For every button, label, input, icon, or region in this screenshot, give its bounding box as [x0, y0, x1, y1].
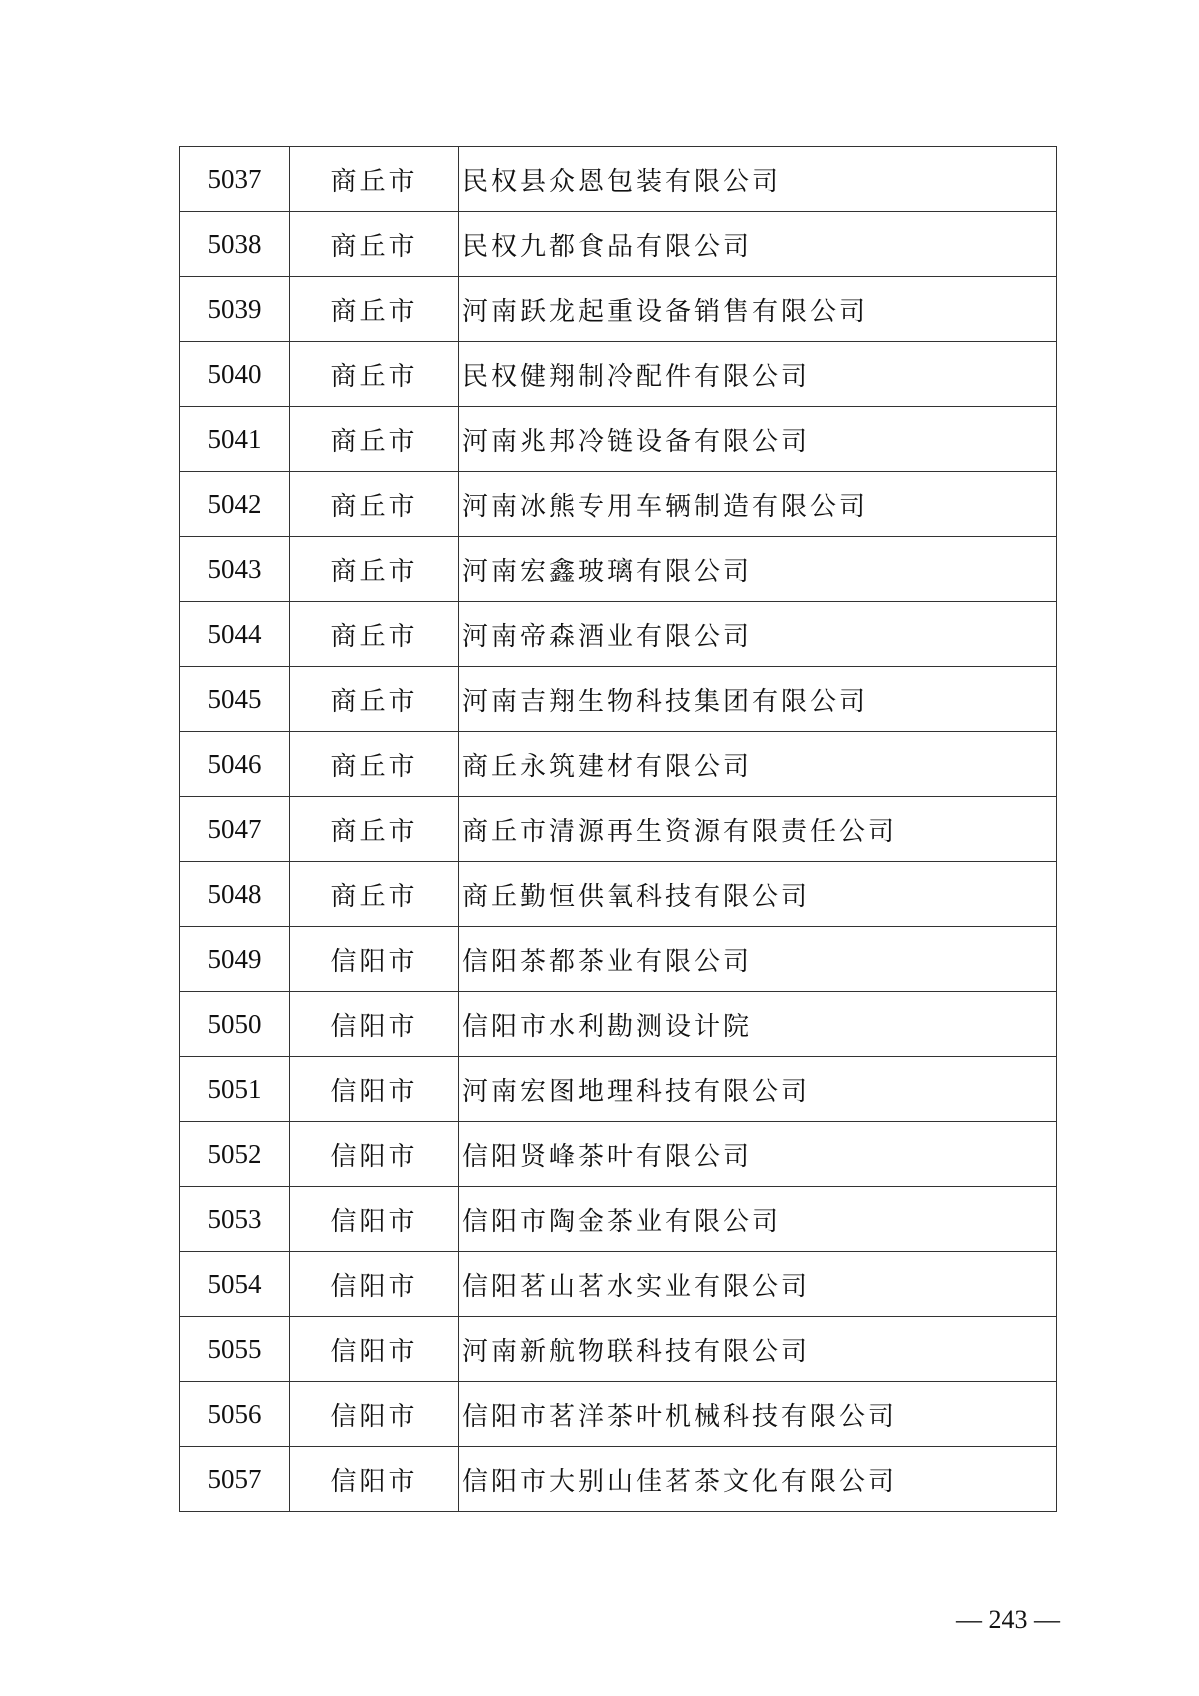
- company-name-cell: 商丘永筑建材有限公司: [459, 732, 1057, 797]
- company-name-cell: 民权健翔制冷配件有限公司: [459, 342, 1057, 407]
- row-number-cell: 5051: [180, 1057, 290, 1122]
- company-name-cell: 河南冰熊专用车辆制造有限公司: [459, 472, 1057, 537]
- city-cell: 信阳市: [290, 1187, 459, 1252]
- table-row: [180, 472, 1057, 537]
- company-name-cell: 信阳市大别山佳茗茶文化有限公司: [459, 1447, 1057, 1512]
- row-number-cell: 5055: [180, 1317, 290, 1382]
- table-row: [180, 992, 1057, 1057]
- city-cell: 信阳市: [290, 1317, 459, 1382]
- row-number-cell: 5046: [180, 732, 290, 797]
- company-list-table: [179, 146, 1057, 1512]
- row-number-cell: 5043: [180, 537, 290, 602]
- page-number: — 243 —: [956, 1605, 1060, 1634]
- row-number-cell: 5044: [180, 602, 290, 667]
- row-number-cell: 5037: [180, 147, 290, 212]
- city-cell: 商丘市: [290, 537, 459, 602]
- table-row: [180, 537, 1057, 602]
- city-cell: 信阳市: [290, 1252, 459, 1317]
- company-name-cell: 信阳市水利勘测设计院: [459, 992, 1057, 1057]
- city-cell: 信阳市: [290, 1057, 459, 1122]
- table-row: [180, 407, 1057, 472]
- table-body: [180, 147, 1057, 1512]
- company-name-cell: 河南宏图地理科技有限公司: [459, 1057, 1057, 1122]
- city-cell: 信阳市: [290, 1382, 459, 1447]
- row-number-cell: 5040: [180, 342, 290, 407]
- table-row: [180, 797, 1057, 862]
- city-cell: 商丘市: [290, 732, 459, 797]
- city-cell: 信阳市: [290, 927, 459, 992]
- table-row: [180, 602, 1057, 667]
- table-row: [180, 667, 1057, 732]
- company-name-cell: 河南吉翔生物科技集团有限公司: [459, 667, 1057, 732]
- row-number-cell: 5041: [180, 407, 290, 472]
- table-row: [180, 1122, 1057, 1187]
- company-name-cell: 河南宏鑫玻璃有限公司: [459, 537, 1057, 602]
- table-row: [180, 732, 1057, 797]
- table-row: [180, 927, 1057, 992]
- row-number-cell: 5049: [180, 927, 290, 992]
- company-name-cell: 商丘勤恒供氧科技有限公司: [459, 862, 1057, 927]
- row-number-cell: 5056: [180, 1382, 290, 1447]
- row-number-cell: 5048: [180, 862, 290, 927]
- city-cell: 信阳市: [290, 1122, 459, 1187]
- table-row: [180, 862, 1057, 927]
- table-row: [180, 212, 1057, 277]
- table-row: [180, 1252, 1057, 1317]
- row-number-cell: 5057: [180, 1447, 290, 1512]
- company-name-cell: 河南跃龙起重设备销售有限公司: [459, 277, 1057, 342]
- city-cell: 商丘市: [290, 212, 459, 277]
- table-row: [180, 1187, 1057, 1252]
- company-name-cell: 河南兆邦冷链设备有限公司: [459, 407, 1057, 472]
- city-cell: 商丘市: [290, 797, 459, 862]
- row-number-cell: 5047: [180, 797, 290, 862]
- company-name-cell: 民权九都食品有限公司: [459, 212, 1057, 277]
- city-cell: 商丘市: [290, 667, 459, 732]
- row-number-cell: 5042: [180, 472, 290, 537]
- city-cell: 商丘市: [290, 147, 459, 212]
- row-number-cell: 5054: [180, 1252, 290, 1317]
- city-cell: 商丘市: [290, 277, 459, 342]
- city-cell: 商丘市: [290, 472, 459, 537]
- table-row: [180, 342, 1057, 407]
- company-name-cell: 河南帝森酒业有限公司: [459, 602, 1057, 667]
- city-cell: 信阳市: [290, 1447, 459, 1512]
- row-number-cell: 5050: [180, 992, 290, 1057]
- company-name-cell: 商丘市清源再生资源有限责任公司: [459, 797, 1057, 862]
- row-number-cell: 5038: [180, 212, 290, 277]
- company-name-cell: 信阳市茗洋茶叶机械科技有限公司: [459, 1382, 1057, 1447]
- company-name-cell: 民权县众恩包装有限公司: [459, 147, 1057, 212]
- row-number-cell: 5052: [180, 1122, 290, 1187]
- table-row: [180, 1382, 1057, 1447]
- table-row: [180, 1317, 1057, 1382]
- company-name-cell: 信阳茗山茗水实业有限公司: [459, 1252, 1057, 1317]
- city-cell: 信阳市: [290, 992, 459, 1057]
- city-cell: 商丘市: [290, 602, 459, 667]
- company-name-cell: 信阳茶都茶业有限公司: [459, 927, 1057, 992]
- table-row: [180, 1447, 1057, 1512]
- company-name-cell: 河南新航物联科技有限公司: [459, 1317, 1057, 1382]
- city-cell: 商丘市: [290, 862, 459, 927]
- row-number-cell: 5045: [180, 667, 290, 732]
- city-cell: 商丘市: [290, 342, 459, 407]
- company-name-cell: 信阳市陶金茶业有限公司: [459, 1187, 1057, 1252]
- city-cell: 商丘市: [290, 407, 459, 472]
- table-row: [180, 277, 1057, 342]
- table-row: [180, 147, 1057, 212]
- table-row: [180, 1057, 1057, 1122]
- row-number-cell: 5053: [180, 1187, 290, 1252]
- row-number-cell: 5039: [180, 277, 290, 342]
- company-name-cell: 信阳贤峰茶叶有限公司: [459, 1122, 1057, 1187]
